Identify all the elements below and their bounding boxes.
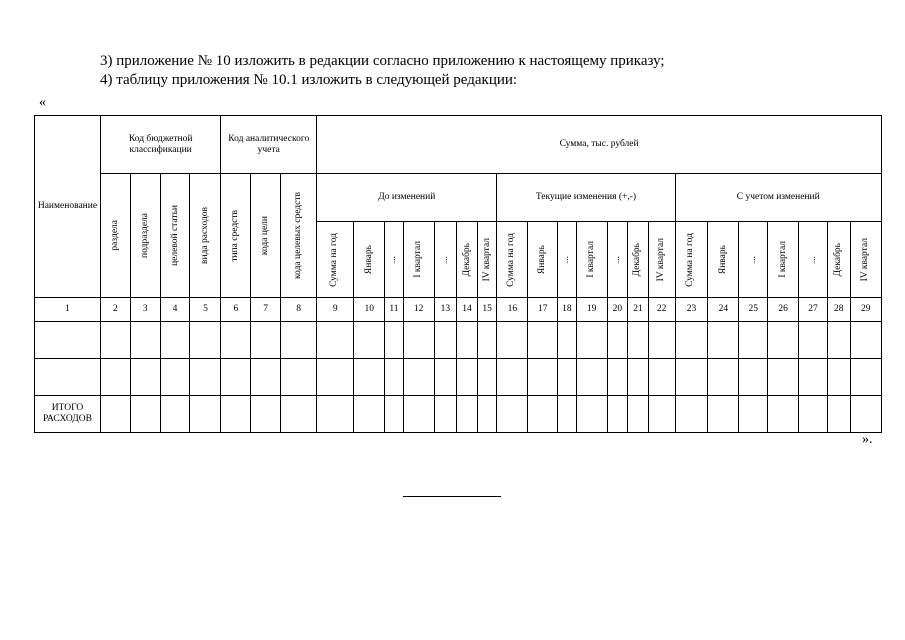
column-number: 2 (100, 298, 130, 322)
table-cell (607, 322, 628, 359)
header-group-2-col-4-label: I квартал (586, 241, 597, 278)
table-cell (477, 359, 497, 396)
table-cell (100, 322, 130, 359)
table-cell (708, 322, 739, 359)
table-cell (739, 396, 768, 433)
column-number: 7 (251, 298, 281, 322)
table-cell (457, 396, 478, 433)
table-cell (354, 396, 385, 433)
table-cell (100, 396, 130, 433)
column-number: 19 (576, 298, 607, 322)
budget-table (34, 115, 882, 433)
header-after: С учетом изменений (675, 174, 882, 222)
header-group-3-col-5-label: ... (807, 255, 818, 264)
header-group-1-col-7-label: IV квартал (481, 237, 492, 282)
header-analytic-col-2 (251, 174, 281, 298)
table-cell (317, 396, 354, 433)
header-current: Текущие изменения (+,-) (497, 174, 675, 222)
table-cell (434, 322, 457, 359)
table-cell (403, 322, 434, 359)
header-group-1-col-4 (403, 222, 434, 298)
header-group-2-col-1-label: Сумма на год (506, 232, 517, 287)
header-group-3-col-3 (739, 222, 768, 298)
header-group-3-col-3-label: ... (747, 255, 758, 264)
column-number: 15 (477, 298, 497, 322)
opening-quote: « (39, 95, 46, 110)
table-cell (477, 396, 497, 433)
header-group-2-col-3 (558, 222, 577, 298)
table-cell (35, 322, 101, 359)
table-cell (648, 322, 675, 359)
header-group-2-col-2-label: Январь (537, 244, 548, 275)
table-cell (385, 322, 404, 359)
table-cell (221, 322, 251, 359)
table-cell (799, 322, 828, 359)
table-cell (628, 359, 649, 396)
column-number: 3 (130, 298, 160, 322)
header-group-1-col-5 (434, 222, 457, 298)
table-cell (576, 322, 607, 359)
table-cell (221, 359, 251, 396)
header-sum: Сумма, тыс. рублей (317, 116, 882, 174)
table-cell (457, 322, 478, 359)
column-number: 27 (799, 298, 828, 322)
header-group-1-col-1-label: Сумма на год (329, 232, 340, 287)
table-cell (160, 396, 190, 433)
header-kbk-col-1-label: раздела (109, 220, 120, 251)
column-number: 18 (558, 298, 577, 322)
table-cell (403, 396, 434, 433)
table-cell (768, 396, 799, 433)
header-group-2-col-7 (648, 222, 675, 298)
table-cell (708, 396, 739, 433)
table-cell (675, 396, 708, 433)
column-number: 1 (35, 298, 101, 322)
column-number: 17 (528, 298, 558, 322)
table-cell (190, 396, 221, 433)
column-number: 16 (497, 298, 528, 322)
table-cell (385, 359, 404, 396)
header-analytic-col-1 (221, 174, 251, 298)
table-cell (497, 322, 528, 359)
header-group-1-col-4-label: I квартал (413, 241, 424, 278)
header-group-1-col-1 (317, 222, 354, 298)
column-number: 28 (827, 298, 850, 322)
paragraph-3: 3) приложение № 10 изложить в редакции согласно приложению к настоящему приказу; (100, 53, 665, 69)
header-kbk-col-2-label: подраздела (139, 213, 150, 258)
header-kbk: Код бюджетной классификации (100, 116, 220, 174)
header-kbk-col-3 (160, 174, 190, 298)
table-cell (434, 396, 457, 433)
table-cell (558, 396, 577, 433)
table-cell (827, 396, 850, 433)
table-cell (558, 322, 577, 359)
table-cell (675, 322, 708, 359)
header-analytic-col-2-label: кода цели (260, 215, 271, 256)
header-kbk-col-2 (130, 174, 160, 298)
header-group-1-col-5-label: ... (439, 255, 450, 264)
table-cell (434, 359, 457, 396)
header-group-3-col-6 (827, 222, 850, 298)
table-cell (251, 396, 281, 433)
table-cell (768, 322, 799, 359)
column-number: 5 (190, 298, 221, 322)
header-group-1-col-2-label: Январь (363, 244, 374, 275)
table-cell (628, 396, 649, 433)
header-group-2-col-1 (497, 222, 528, 298)
header-group-3-col-7 (850, 222, 881, 298)
table-cell (317, 359, 354, 396)
header-kbk-col-3-label: целевой статьи (169, 205, 180, 266)
column-number: 14 (457, 298, 478, 322)
table-cell (799, 359, 828, 396)
header-before: До изменений (317, 174, 497, 222)
table-cell (558, 359, 577, 396)
table-cell (648, 359, 675, 396)
table-cell (607, 396, 628, 433)
table-cell (799, 396, 828, 433)
header-group-2-col-4 (576, 222, 607, 298)
table-cell (130, 359, 160, 396)
header-group-3-col-2 (708, 222, 739, 298)
column-number: 24 (708, 298, 739, 322)
table-cell (457, 359, 478, 396)
paragraph-4: 4) таблицу приложения № 10.1 изложить в следующей редакции: (100, 72, 518, 88)
header-group-3-col-5 (799, 222, 828, 298)
header-group-2-col-7-label: IV квартал (656, 237, 667, 282)
table-cell (281, 322, 317, 359)
header-kbk-col-1 (100, 174, 130, 298)
table-cell (768, 359, 799, 396)
header-group-2-col-2 (528, 222, 558, 298)
table-cell (160, 359, 190, 396)
column-number: 9 (317, 298, 354, 322)
header-group-3-col-7-label: IV квартал (860, 237, 871, 282)
header-analytic-col-3-label: кода целевых средств (293, 191, 304, 280)
table-cell (528, 359, 558, 396)
table-cell (528, 322, 558, 359)
header-group-1-col-2 (354, 222, 385, 298)
column-number: 13 (434, 298, 457, 322)
header-name: Наименование (35, 116, 101, 298)
table-cell (850, 396, 881, 433)
column-number: 29 (850, 298, 881, 322)
column-number: 25 (739, 298, 768, 322)
table-cell (607, 359, 628, 396)
table-cell (190, 359, 221, 396)
table-cell (403, 359, 434, 396)
header-group-1-col-6-label: Декабрь (461, 242, 472, 277)
header-group-2-col-5 (607, 222, 628, 298)
table-cell (576, 359, 607, 396)
table-cell (576, 396, 607, 433)
table-cell (528, 396, 558, 433)
header-group-2-col-6-label: Декабрь (632, 242, 643, 277)
table-cell (850, 322, 881, 359)
column-number: 4 (160, 298, 190, 322)
table-cell (477, 322, 497, 359)
table-cell (35, 359, 101, 396)
table-cell (850, 359, 881, 396)
column-number: 23 (675, 298, 708, 322)
column-number: 26 (768, 298, 799, 322)
header-group-3-col-4 (768, 222, 799, 298)
table-cell (708, 359, 739, 396)
header-group-3-col-2-label: Январь (717, 244, 728, 275)
header-group-3-col-1 (675, 222, 708, 298)
header-group-2-col-3-label: ... (561, 255, 572, 264)
table-cell (648, 396, 675, 433)
table-cell (221, 396, 251, 433)
column-number: 11 (385, 298, 404, 322)
table-cell (100, 359, 130, 396)
table-cell (130, 396, 160, 433)
table-cell (281, 359, 317, 396)
table-cell (739, 359, 768, 396)
column-number: 10 (354, 298, 385, 322)
column-number: 6 (221, 298, 251, 322)
total-label: ИТОГО РАСХОДОВ (35, 396, 101, 433)
table-cell (497, 396, 528, 433)
header-group-1-col-3-label: ... (388, 255, 399, 264)
table-cell (739, 322, 768, 359)
header-group-1-col-3 (385, 222, 404, 298)
table-cell (354, 322, 385, 359)
header-analytic-col-3 (281, 174, 317, 298)
column-number: 20 (607, 298, 628, 322)
header-kbk-col-4-label: вида расходов (199, 207, 210, 264)
column-number: 8 (281, 298, 317, 322)
table-cell (130, 322, 160, 359)
column-number: 12 (403, 298, 434, 322)
column-number: 22 (648, 298, 675, 322)
table-cell (317, 322, 354, 359)
column-number: 21 (628, 298, 649, 322)
header-group-2-col-5-label: ... (611, 255, 622, 264)
header-group-2-col-6 (628, 222, 649, 298)
header-analytic-col-1-label: типа средств (230, 209, 241, 262)
table-cell (281, 396, 317, 433)
header-kbk-col-4 (190, 174, 221, 298)
closing-quote: ». (862, 432, 873, 447)
header-group-3-col-4-label: I квартал (777, 241, 788, 278)
header-group-3-col-6-label: Декабрь (833, 242, 844, 277)
header-analytic: Код аналитического учета (221, 116, 317, 174)
separator-line (403, 496, 501, 497)
header-group-1-col-6 (457, 222, 478, 298)
table-cell (385, 396, 404, 433)
header-group-3-col-1-label: Сумма на год (685, 232, 696, 287)
table-cell (827, 322, 850, 359)
table-cell (160, 322, 190, 359)
table-cell (251, 322, 281, 359)
table-cell (354, 359, 385, 396)
table-cell (628, 322, 649, 359)
table-cell (190, 322, 221, 359)
table-cell (675, 359, 708, 396)
header-group-1-col-7 (477, 222, 497, 298)
table-cell (251, 359, 281, 396)
table-cell (497, 359, 528, 396)
table-cell (827, 359, 850, 396)
